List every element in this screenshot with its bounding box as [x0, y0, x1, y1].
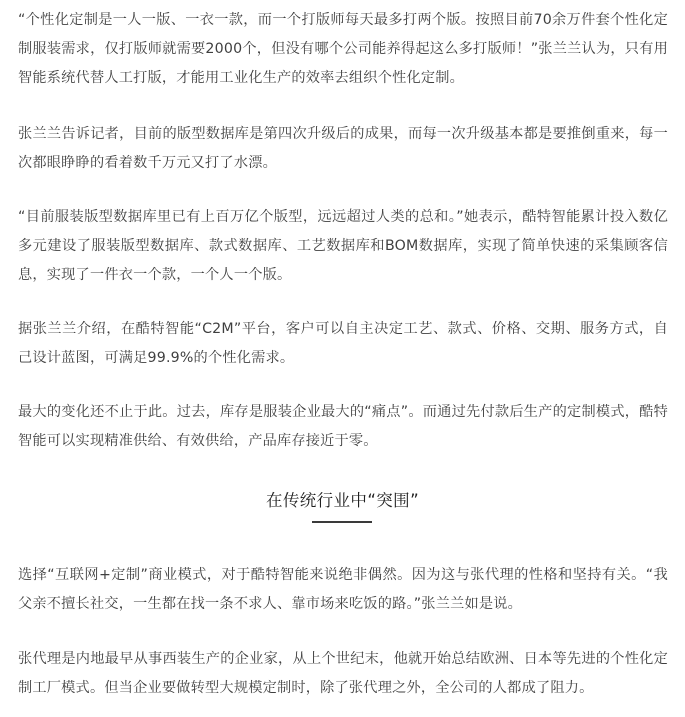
paragraph-custom-pattern-demand: “个性化定制是一人一版、一衣一款，而一个打版师每天最多打两个版。按照目前70余万件套个性化定制服装需求，仅打版师就需要2000个，但没有哪个公司能养得起这么多打版师！”张兰兰认为，只有用智能系统代替人工打版，才能用工业化生产的效率去组织个性化定制。	[18, 12, 668, 86]
paragraph-database-upgrades: 张兰兰告诉记者，目前的版型数据库是第四次升级后的成果，而每一次升级基本都是要推倒重来，每一次都眼睁睁的看着数千万元又打了水漂。	[18, 126, 668, 171]
paragraph-inventory-change: 最大的变化还不止于此。过去，库存是服装企业最大的“痛点”。而通过先付款后生产的定制模式，酷特智能可以实现精准供给、有效供给，产品库存接近于零。	[18, 404, 668, 449]
paragraph-pattern-database: “目前服装版型数据库里已有上百万亿个版型，远远超过人类的总和。”她表示，酷特智能累计投入数亿多元建设了服装版型数据库、款式数据库、工艺数据库和BOM数据库，实现了简单快速的采集顾客信息，实现了一件衣一个款，一个人一个版。	[18, 209, 668, 283]
section-title-underline	[312, 521, 372, 523]
section-heading	[0, 488, 685, 514]
paragraph-founder-history: 张代理是内地最早从事西装生产的企业家，从上个世纪末，他就开始总结欧洲、日本等先进的个性化定制工厂模式。但当企业要做转型大规模定制时，除了张代理之外，全公司的人都成了阻力。	[18, 651, 668, 696]
paragraph-c2m-platform: 据张兰兰介绍，在酷特智能“C2M”平台，客户可以自主决定工艺、款式、价格、交期、服务方式，自己设计蓝图，可满足99.9%的个性化需求。	[18, 321, 668, 366]
paragraph-internet-customization: 选择“互联网+定制”商业模式，对于酷特智能来说绝非偶然。因为这与张代理的性格和坚持有关。“我父亲不擅长社交，一生都在找一条不求人、靠市场来吃饭的路。”张兰兰如是说。	[18, 567, 668, 612]
section-title: 在传统行业中“突围”	[265, 491, 420, 510]
